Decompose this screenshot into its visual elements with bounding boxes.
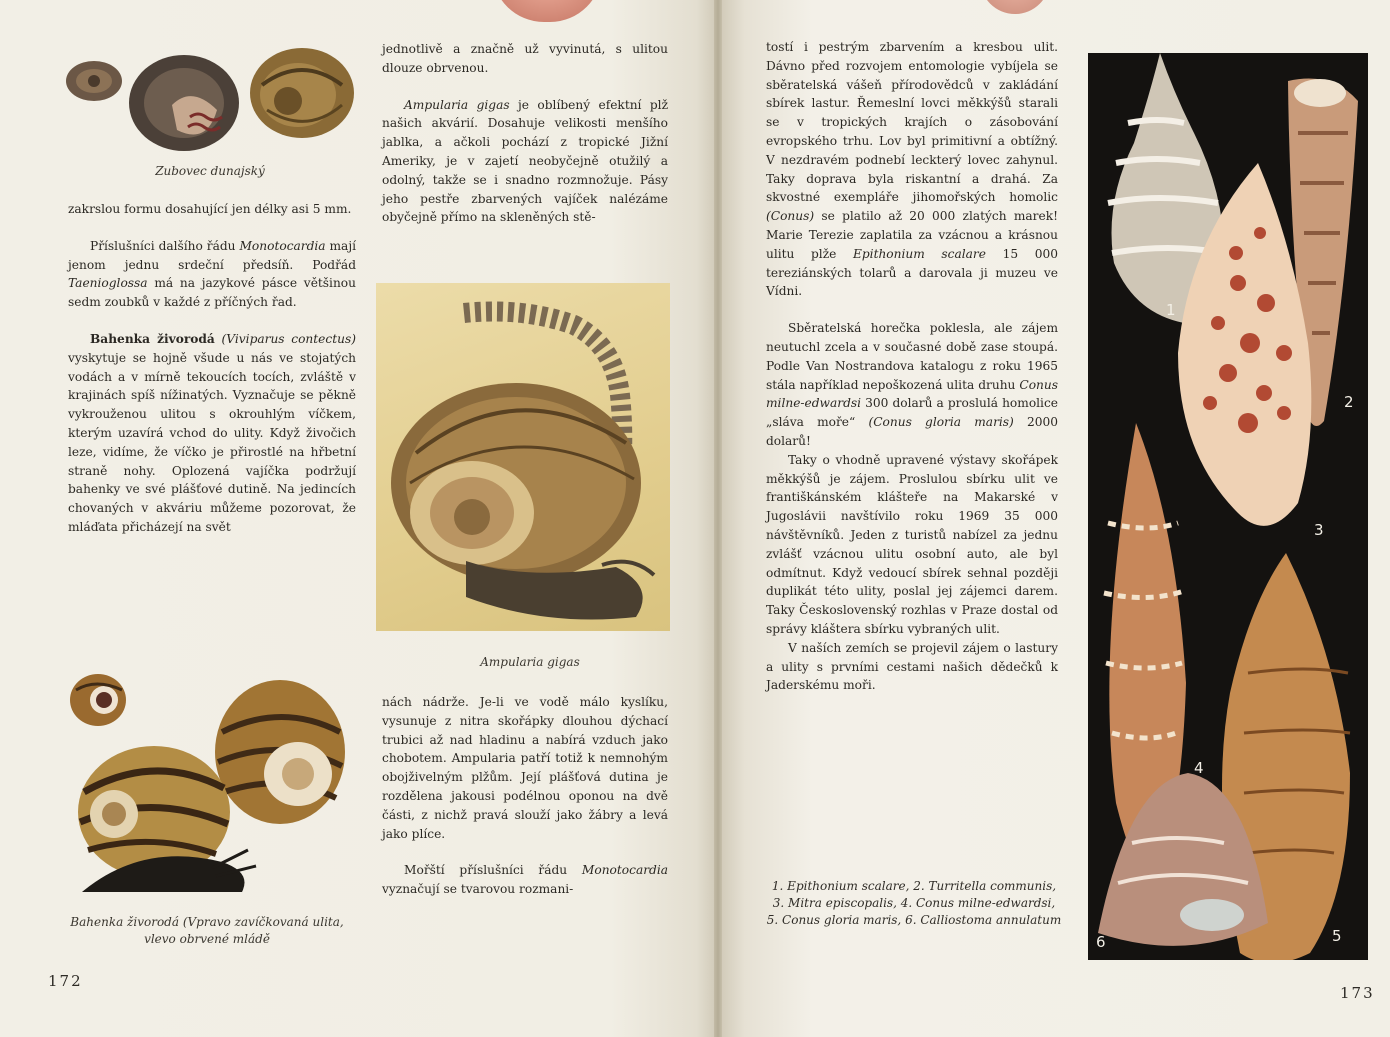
plate-number-5: 5 [1332, 927, 1342, 945]
taxon-name: Monotocardia [581, 863, 668, 878]
text: 300 dolarů a proslulá homolice „sláva moře“ [766, 396, 1058, 430]
plate-number-3: 3 [1314, 521, 1324, 539]
left-column-2 [382, 40, 668, 227]
paragraph: nách nádrže. Je-li ve vodě málo kyslíku, vysunuje z nitra skořápky dlouhou dýchací trubici až nad hladinu a nabírá vzduch jako chobotem. Ampularia patří totiž k nemnohým obojživelným plžům. Její plášťová dutina je rozdělena jakousi podélnou oponou na dvě části, z nichž pravá slouží jako žábry a levá jako plíce. [382, 695, 668, 841]
paragraph [382, 861, 668, 899]
species-name: Conus milne-edwardsi [766, 377, 1058, 411]
paragraph: V naších zemích se projevil zájem o lastury a ulity s prvními cestami našich dědečků k Jaderskému moři. [766, 640, 1058, 693]
paragraph [766, 38, 1058, 301]
ampularia-illustration-frame [376, 283, 670, 631]
page-number-left: 172 [48, 972, 83, 990]
bahenka-illustration [62, 662, 352, 912]
text: vyskytuje se hojně všude u nás ve stojatých vodách a v mírně tekoucích tocích, zvláště v krajinách spíš nížinatých. Vyznačuje se pěkně vykrouženou ulitou s okrouhlým víčkem, kterým uzavírá vchod do ulity. Když živočich leze, vidíme, že víčko je přirostlé na hřbetní straně nohy. Oplozená vajíčka podržují bahenky ve své plášťové dutině. Na jedincích chovaných v akváriu můžeme pozorovat, že mláďata přicházejí na svět [68, 350, 356, 534]
left-column-2-continued [382, 693, 668, 899]
plate-caption: 1. Epithonium scalare, 2. Turritella communis, 3. Mitra episcopalis, 4. Conus milne-edwardsi, 5. Conus gloria maris, 6. Calliostoma annulatum [766, 879, 1062, 927]
text: Sběratelská horečka poklesla, ale zájem neutuchl zcela a v současné době zase stoupá. Podle Van Nostrandova katalogu z roku 1965 stála například nepoškozená ulita druhu [766, 321, 1058, 392]
caption-ampularia: Ampularia gigas [480, 655, 580, 669]
taxon-name: (Viviparus contectus) [214, 331, 356, 346]
paragraph [68, 237, 356, 312]
text: tostí i pestrým zbarvením a kresbou ulit. Dávno před rozvojem entomologie vybíjela se sběratelská vášeň přírodovědců v zakládání sbírek lastur. Řemeslní lovci měkkýšů starali se v tropických krajích o zásobování evropského trhu. Lov byl primitivní a obtížný. V nezdravém podnebí leckterý lovec zahynul. Taky doprava byla riskantní a drahá. Za skvostné exempláře jihomořských homolic [766, 40, 1058, 205]
text: 2000 dolarů! [766, 415, 1059, 448]
text: má na jazykové pásce většinou sedm zoubků v každé z příčných řad. [68, 276, 356, 310]
page-number-right: 173 [1340, 984, 1375, 1002]
left-column-1 [68, 200, 356, 537]
caption-zubovec: Zubovec dunajský [155, 164, 265, 178]
paragraph [766, 319, 1058, 451]
plate-number-2: 2 [1344, 393, 1354, 411]
paragraph: jednotlivě a značně už vyvinutá, s ulitou dlouze obrvenou. [382, 42, 668, 75]
text: 15 000 tereziánských tolarů a darovala ji muzeu ve Vídni. [766, 246, 1058, 299]
plate-number-6: 6 [1096, 933, 1106, 951]
paragraph: Taky o vhodně upravené výstavy skořápek měkkýšů je zájem. Proslulou sbírku ulit ve františkánském klášteře na Makarské v Jugoslávii navštívilo roku 1969 35 000 návštěvníků. Jeden z turistů nabízel za jednu zvlášť vzácnou ulitu osobní auto, ale byl odmítnut. Když vedoucí sbírek sehnal později duplikát této ulity, poslal jej zájemci darem. Taky Československý rozhlas v Praze dostal od správy kláštera sbírku vybraných ulit. [766, 452, 1058, 636]
text: je oblíbený efektní plž našich akvárií. Dosahuje velikosti menšího jablka, a ačkoli pochází z tropické Jižní Ameriky, je v zajetí neobyčejně otužilý a odolný, takže se i snadno rozmnožuje. Pásy jeho pestře zbarvených vajíček nalézáme obyčejně přímo na skleněných stě- [382, 97, 668, 225]
paragraph [382, 96, 668, 228]
right-column [766, 38, 1058, 695]
text: mají jenom jednu srdeční předsíň. Podřád [68, 238, 356, 272]
book-gutter [714, 0, 722, 1037]
text: se platilo až 20 000 zlatých marek! Marie Terezie zaplatila za vzácnou a krásnou ulitu plže [766, 209, 1058, 261]
species-name: Bahenka živorodá [90, 331, 215, 346]
paragraph [68, 330, 356, 537]
taxon-name: (Conus) [766, 209, 815, 224]
species-name: (Conus gloria maris) [868, 415, 1014, 430]
text: Příslušníci dalšího řádu [90, 238, 240, 253]
text: Mořští příslušníci řádu [404, 863, 582, 878]
zubovec-illustration [62, 45, 362, 165]
taxon-name: Monotocardia [239, 238, 326, 253]
taxon-name: Taenioglossa [68, 276, 148, 291]
text: vyznačují se tvarovou rozmani- [382, 882, 574, 897]
species-name: Epithonium scalare [852, 246, 986, 261]
paragraph: zakrslou formu dosahující jen délky asi 5 mm. [68, 202, 352, 216]
ampularia-illustration [376, 283, 670, 631]
plate-number-4: 4 [1194, 759, 1204, 777]
shell-plate [1088, 53, 1368, 960]
caption-bahenka: Bahenka živorodá (Vpravo zavíčkovaná ulita, vlevo obrvené mládě [70, 915, 344, 946]
shell-plate-illustration [1088, 53, 1368, 960]
plate-number-1: 1 [1166, 301, 1176, 319]
species-name: Ampularia gigas [404, 97, 510, 112]
